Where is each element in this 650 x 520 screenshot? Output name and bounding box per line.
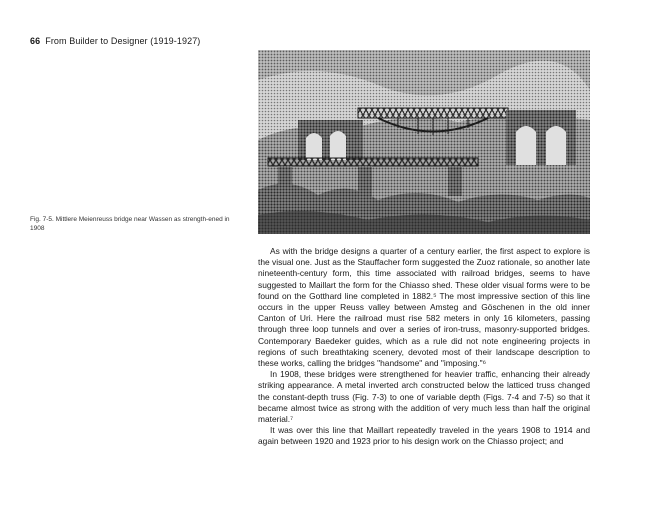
paragraph: It was over this line that Maillart repeatedly traveled in the years 1908 to 1914 and again between 1920 and 1923 prior to his design work on the Chiasso project; and [258, 425, 590, 447]
running-title: From Builder to Designer (1919-1927) [45, 36, 201, 46]
paragraph: In 1908, these bridges were strengthened for heavier traffic, enhancing their already striking appearance. A metal inverted arch constructed below the latticed truss changed the constant-depth truss (Fig. 7-3) to one of variable depth (Figs. 7-4 and 7-5) so that it became almost twice as strong with the addition of very much less than half the original material.⁷ [258, 369, 590, 425]
running-head [30, 36, 200, 46]
figure-caption: Fig. 7-5. Mittlere Meienreuss bridge near Wassen as strength-ened in 1908 [30, 216, 230, 232]
bridge-photo-illustration [258, 50, 590, 234]
body-text [258, 246, 590, 448]
bridge-photograph [258, 50, 590, 234]
paragraph: As with the bridge designs a quarter of a century earlier, the first aspect to explore is the visual one. Just as the Stauffacher form suggested the Zuoz rationale, so another late nineteenth-century form, this time associated with railroad bridges, seems to have suggested to Maillart the form for the Chiasso shed. These older visual forms were to be found on the Gotthard line completed in 1882.⁵ The most impressive section of this line occurs in the upper Reuss valley between Amsteg and Göschenen in the old inner Canton of Uri. Here the railroad must rise 582 meters in only 16 kilometers, passing through three loop tunnels and over a series of iron-truss, masonry-supported bridges. Contemporary Baedeker guides, which as a rule did not note engineering projects in regions of such breathtaking scenery, devoted most of their landscape description to these works, calling the bridges "handsome" and "imposing."⁶ [258, 246, 590, 369]
page-number: 66 [30, 36, 41, 46]
